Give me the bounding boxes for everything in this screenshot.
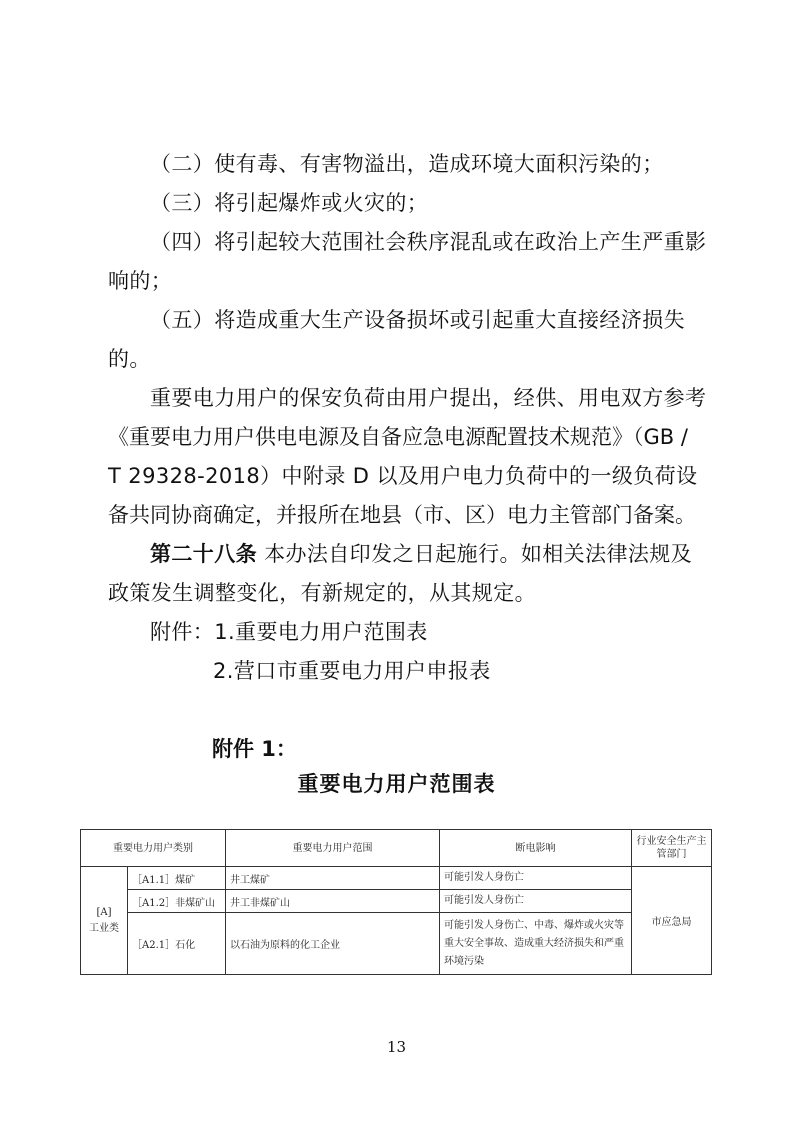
attachment-title: 重要电力用户范围表: [297, 772, 496, 796]
article-label: 第二十八条: [150, 542, 257, 566]
impact-cell: 可能引发人身伤亡: [440, 867, 632, 890]
attachment-heading: 附件 1：: [212, 737, 297, 761]
header-impact: 断电影响: [440, 830, 632, 867]
attachments-line-1: [150, 620, 428, 644]
subcategory-cell: ［A1.2］非煤矿山: [128, 890, 226, 913]
body-line-3: （四）将引起较大范围社会秩序混乱或在政治上产生严重影: [150, 230, 707, 254]
scope-cell: 井工非煤矿山: [226, 890, 440, 913]
user-scope-table: [80, 829, 712, 975]
impact-cell: 可能引发人身伤亡、中毒、爆炸或火灾等重大安全事故、造成重大经济损失和严重环境污染: [440, 913, 632, 975]
table-header-row: [81, 830, 712, 867]
header-department: 行业安全生产主管部门: [632, 830, 712, 867]
scope-cell: 井工煤矿: [226, 867, 440, 890]
table-row: [81, 913, 712, 975]
category-cell: [81, 867, 128, 975]
body-line-2: （三）将引起爆炸或火灾的；: [150, 191, 429, 215]
subcategory-cell: ［A1.1］煤矿: [128, 867, 226, 890]
scope-cell: 以石油为原料的化工企业: [226, 913, 440, 975]
article-28-line-2: 政策发生调整变化，有新规定的，从其规定。: [108, 581, 536, 605]
department-cell: 市应急局: [632, 867, 712, 975]
body-line-8: 《重要电力用户供电电源及自备应急电源配置技术规范》（GB /: [108, 425, 688, 449]
body-line-9: T 29328-2018）中附录 D 以及用户电力负荷中的一级负荷设: [108, 464, 698, 488]
body-line-7: 重要电力用户的保安负荷由用户提出，经供、用电双方参考: [150, 386, 707, 410]
article-text: 本办法自印发之日起施行。如相关法律法规及: [257, 542, 693, 566]
attachment-item-1: 1.重要电力用户范围表: [214, 620, 428, 644]
body-line-4: 响的；: [108, 269, 173, 293]
page-number: 13: [386, 1038, 407, 1056]
impact-cell: 可能引发人身伤亡: [440, 890, 632, 913]
attachment-item-2: 2.营口市重要电力用户申报表: [213, 659, 491, 683]
table-row: [81, 867, 712, 890]
article-28-line-1: [150, 542, 692, 566]
body-line-10: 备共同协商确定，并报所在地县（市、区）电力主管部门备案。: [108, 503, 696, 527]
body-line-5: （五）将造成重大生产设备损坏或引起重大直接经济损失: [150, 308, 685, 332]
header-category: 重要电力用户类别: [81, 830, 226, 867]
category-code: [A]: [96, 906, 112, 918]
table-row: [81, 890, 712, 913]
attachments-prefix: 附件：: [150, 620, 215, 644]
header-scope: 重要电力用户范围: [226, 830, 440, 867]
body-line-6: 的。: [108, 347, 151, 371]
body-line-1: （二）使有毒、有害物溢出，造成环境大面积污染的；: [150, 152, 664, 176]
subcategory-cell: ［A2.1］石化: [128, 913, 226, 975]
category-name: 工业类: [89, 922, 119, 934]
